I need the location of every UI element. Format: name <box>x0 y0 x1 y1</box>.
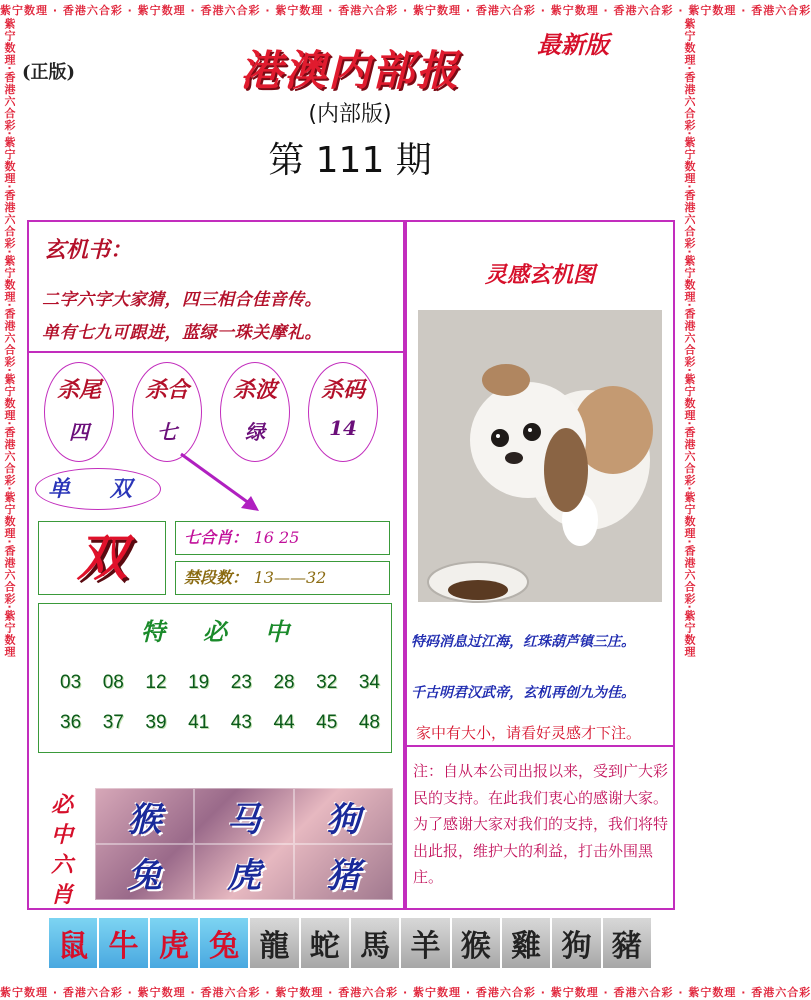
special-number: 32 <box>316 672 338 693</box>
special-number: 44 <box>273 712 295 733</box>
special-numbers-title: 特必中 <box>141 617 327 646</box>
zodiac-bar-horse: 馬 <box>351 918 399 968</box>
arrow-icon <box>175 448 265 518</box>
zodiac-monkey: 猴 <box>95 788 194 844</box>
zodiac-bar-monkey: 猴 <box>452 918 500 968</box>
zodiac-tiger: 虎 <box>194 844 293 900</box>
zodiac-rabbit: 兔 <box>95 844 194 900</box>
special-number: 36 <box>60 712 82 733</box>
special-numbers-row-2 <box>60 712 380 734</box>
issue-number: 第 111 期 <box>268 140 432 181</box>
xuanji-title: 玄机书： <box>44 237 133 263</box>
special-numbers-row-1 <box>60 672 380 694</box>
zodiac-bar-rooster: 雞 <box>502 918 550 968</box>
dog-photo <box>418 310 662 602</box>
zodiac-bar-goat: 羊 <box>401 918 449 968</box>
special-number: 08 <box>102 672 124 693</box>
zodiac-bar-ox: 牛 <box>99 918 147 968</box>
page-subtitle: (内部版) <box>308 102 392 127</box>
zodiac-horse: 马 <box>194 788 293 844</box>
clue-line-2: 千古明君汉武帝，玄机再创九为佳。 <box>411 685 635 701</box>
odd-even-result: 双 <box>77 528 127 587</box>
prediction-value: 14 <box>329 416 357 440</box>
prediction-label: 杀码 <box>320 377 365 403</box>
picture-title: 灵感玄机图 <box>484 262 595 288</box>
border-text-top: 紫宁数理 · 香港六合彩 · 紫宁数理 · 香港六合彩 · 紫宁数理 · 香港六合彩 · 紫宁数理 · 香港六合彩 · 紫宁数理 · 香港六合彩 · 紫宁数理 · 香港六合彩 <box>0 4 811 17</box>
special-number: 28 <box>273 672 295 693</box>
special-number: 19 <box>188 672 210 693</box>
zodiac-bar-snake: 蛇 <box>301 918 349 968</box>
six-zodiac-grid <box>95 788 393 900</box>
xuanji-line-1: 二字六字大家猜，四三相合佳音传。 <box>42 290 322 310</box>
seven-combo-label: 七合肖： <box>184 528 249 547</box>
clue-line-1: 特码消息过江海，红珠葫芦镇三庄。 <box>411 634 635 650</box>
prediction-value: 绿 <box>245 420 265 444</box>
special-number: 12 <box>145 672 167 693</box>
zodiac-pig: 猪 <box>294 844 393 900</box>
zodiac-bar-rat: 鼠 <box>49 918 97 968</box>
seven-combo-box <box>175 521 390 555</box>
special-number: 23 <box>230 672 252 693</box>
edition-label-left: (正版) <box>22 62 76 83</box>
clue-line-3: 家中有大小，请看好灵感才下注。 <box>416 724 642 742</box>
border-text-left: 紫宁数理·香港六合彩·紫宁数理·香港六合彩·紫宁数理·香港六合彩·紫宁数理·香港六合彩·紫宁数理·香港六合彩·紫宁数理 <box>3 18 16 658</box>
notice-text: 注：自从本公司出报以来，受到广大彩民的支持。在此我们衷心的感谢大家。为了感谢大家对我们的支持，我们将特出此报，维护大的利益，打击外围黑庄。 <box>413 762 669 886</box>
odd-even-result-box <box>38 521 166 595</box>
prediction-kill-combo <box>132 362 202 462</box>
forbidden-range-box <box>175 561 390 595</box>
prediction-kill-tail <box>44 362 114 462</box>
prediction-label: 杀合 <box>144 377 189 403</box>
dog-image <box>418 310 662 602</box>
zodiac-bar-pig: 豬 <box>603 918 651 968</box>
forbidden-range-value: 13——32 <box>253 568 327 587</box>
prediction-label: 杀尾 <box>56 377 101 403</box>
special-number: 41 <box>188 712 210 733</box>
border-text-right: 紫宁数理·香港六合彩·紫宁数理·香港六合彩·紫宁数理·香港六合彩·紫宁数理·香港六合彩·紫宁数理·香港六合彩·紫宁数理 <box>683 18 696 658</box>
prediction-kill-number <box>308 362 378 462</box>
zodiac-bar-dragon: 龍 <box>250 918 298 968</box>
special-number: 03 <box>60 672 82 693</box>
special-number: 43 <box>230 712 252 733</box>
prediction-kill-wave <box>220 362 290 462</box>
left-panel-divider <box>27 351 405 353</box>
xuanji-line-2: 单有七九可跟进，蓝绿一珠关摩礼。 <box>42 323 322 343</box>
prediction-label: 杀波 <box>232 377 277 403</box>
seven-combo-value: 16 25 <box>253 528 300 547</box>
prediction-value: 七 <box>157 420 177 444</box>
zodiac-bar <box>48 918 652 968</box>
zodiac-bar-tiger: 虎 <box>150 918 198 968</box>
prediction-value: 四 <box>69 420 89 444</box>
odd-even-oval: 单 双 <box>35 468 161 510</box>
forbidden-range-label: 禁段数： <box>184 568 249 587</box>
page-title: 港澳内部报 <box>239 46 460 95</box>
edition-label-right: 最新版 <box>537 30 609 59</box>
special-number: 48 <box>358 712 380 733</box>
zodiac-bar-rabbit: 兔 <box>200 918 248 968</box>
special-number: 37 <box>102 712 124 733</box>
zodiac-bar-dog: 狗 <box>552 918 600 968</box>
six-zodiac-label: 必中六肖 <box>50 792 73 908</box>
border-text-bottom: 紫宁数理 · 香港六合彩 · 紫宁数理 · 香港六合彩 · 紫宁数理 · 香港六合彩 · 紫宁数理 · 香港六合彩 · 紫宁数理 · 香港六合彩 · 紫宁数理 · 香港六合彩 <box>0 986 811 999</box>
special-number: 45 <box>316 712 338 733</box>
right-panel-divider <box>405 745 675 747</box>
special-number: 34 <box>358 672 380 693</box>
special-number: 39 <box>145 712 167 733</box>
zodiac-dog: 狗 <box>294 788 393 844</box>
